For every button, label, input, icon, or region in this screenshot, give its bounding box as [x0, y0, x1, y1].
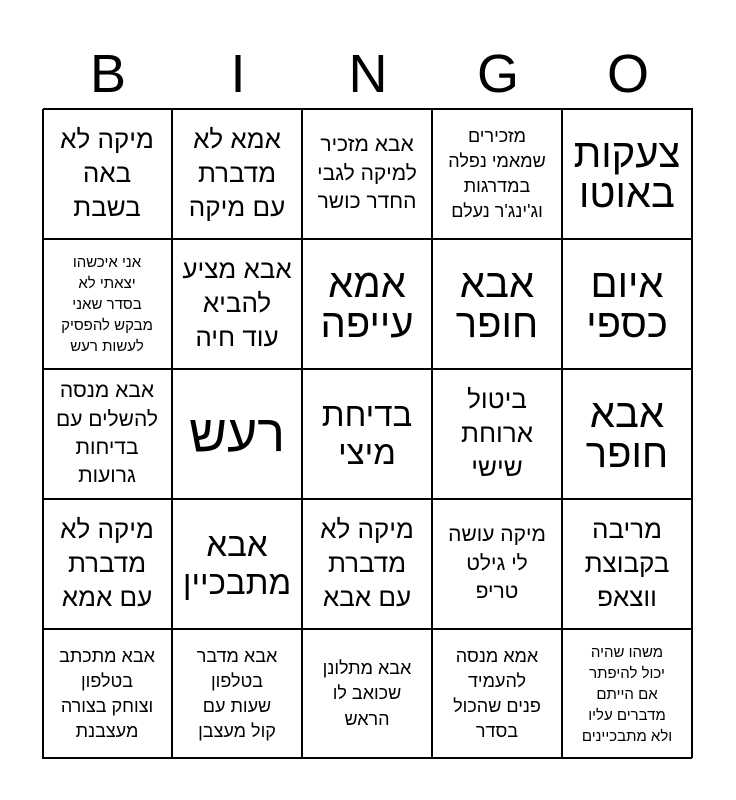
bingo-cell[interactable]	[302, 499, 432, 629]
cell-text: אמא עייפה	[320, 262, 414, 346]
bingo-cell[interactable]	[562, 499, 692, 629]
header-letter-i: I	[230, 44, 246, 104]
cell-text: אבא מזכיר למיקה לגבי החדר כושר	[317, 133, 417, 214]
bingo-cell[interactable]	[42, 629, 172, 759]
bingo-cell[interactable]	[42, 369, 172, 499]
bingo-grid	[43, 108, 693, 758]
bingo-cell[interactable]	[42, 239, 172, 369]
header-letter-n: N	[348, 44, 388, 104]
cell-text: אבא מתבכיין	[182, 526, 292, 601]
header-letter-b: B	[89, 44, 127, 104]
cell-text: אני איכשהו יצאתי לא בסדר שאני מבקש להפסיק לעשות רעש	[61, 253, 153, 355]
cell-text: אבא מתלונן שכואב לו הראש	[322, 658, 412, 729]
header-letter-g: G	[476, 44, 519, 104]
bingo-cell[interactable]	[302, 629, 432, 759]
cell-text: איום כספי	[586, 262, 668, 346]
bingo-cell[interactable]	[562, 369, 692, 499]
bingo-cell[interactable]	[172, 369, 302, 499]
cell-text: ביטול ארוחת שישי	[460, 384, 534, 482]
bingo-cell[interactable]	[302, 239, 432, 369]
cell-text: אבא מתכתב בטלפון וצוחק בצורה מעצבנת	[59, 645, 155, 742]
cell-text: מיקה לא מדברת עם אבא	[320, 514, 414, 612]
bingo-cell[interactable]	[302, 369, 432, 499]
bingo-cell[interactable]	[562, 109, 692, 239]
header-letter-o: O	[606, 44, 649, 104]
cell-text: אבא חופר	[585, 392, 669, 476]
cell-text: אבא חופר	[455, 262, 539, 346]
cell-text: מיקה לא מדברת עם אמא	[60, 514, 154, 612]
bingo-cell[interactable]	[172, 499, 302, 629]
cell-text: משהו שהיה יכול להיפתר אם הייתם מדברים עליו ולא מתבכיינים	[581, 643, 673, 745]
bingo-cell[interactable]	[432, 369, 562, 499]
cell-text: מיקה לא באה בשבת	[60, 124, 154, 222]
bingo-cell[interactable]	[432, 629, 562, 759]
cell-text: אבא מציע להביא עוד חיה	[182, 254, 292, 352]
cell-text: אמא לא מדברת עם מיקה	[188, 124, 286, 222]
bingo-cell[interactable]	[562, 239, 692, 369]
cell-text: אבא מדבר בטלפון שעות עם קול מעצבן	[196, 645, 278, 742]
cell-text: אמא מנסה להעמיד פנים שהכול בסדר	[453, 645, 541, 742]
bingo-cell[interactable]	[432, 109, 562, 239]
cell-text: מיקה עושה לי גילט טריפ	[448, 523, 546, 604]
bingo-cell[interactable]	[42, 499, 172, 629]
bingo-cell[interactable]	[302, 109, 432, 239]
bingo-cell[interactable]	[172, 109, 302, 239]
bingo-header	[43, 40, 693, 108]
bingo-cell[interactable]	[562, 629, 692, 759]
bingo-cell[interactable]	[172, 629, 302, 759]
cell-text: אבא מנסה להשלים עם בדיחות גרועות	[55, 379, 159, 488]
bingo-cell[interactable]	[42, 109, 172, 239]
bingo-cell[interactable]	[432, 499, 562, 629]
cell-text: צעקות באוטו	[573, 132, 681, 216]
bingo-cell[interactable]	[172, 239, 302, 369]
bingo-cell[interactable]	[432, 239, 562, 369]
cell-text: בדיחת מיצי	[321, 396, 413, 471]
cell-text: מזכירים שמאמי נפלה במדרגות וג'ינג'ר נעלם	[448, 125, 546, 222]
cell-text: רעש	[189, 405, 286, 463]
cell-text: מריבה בקבוצת ווצאפ	[584, 514, 670, 612]
